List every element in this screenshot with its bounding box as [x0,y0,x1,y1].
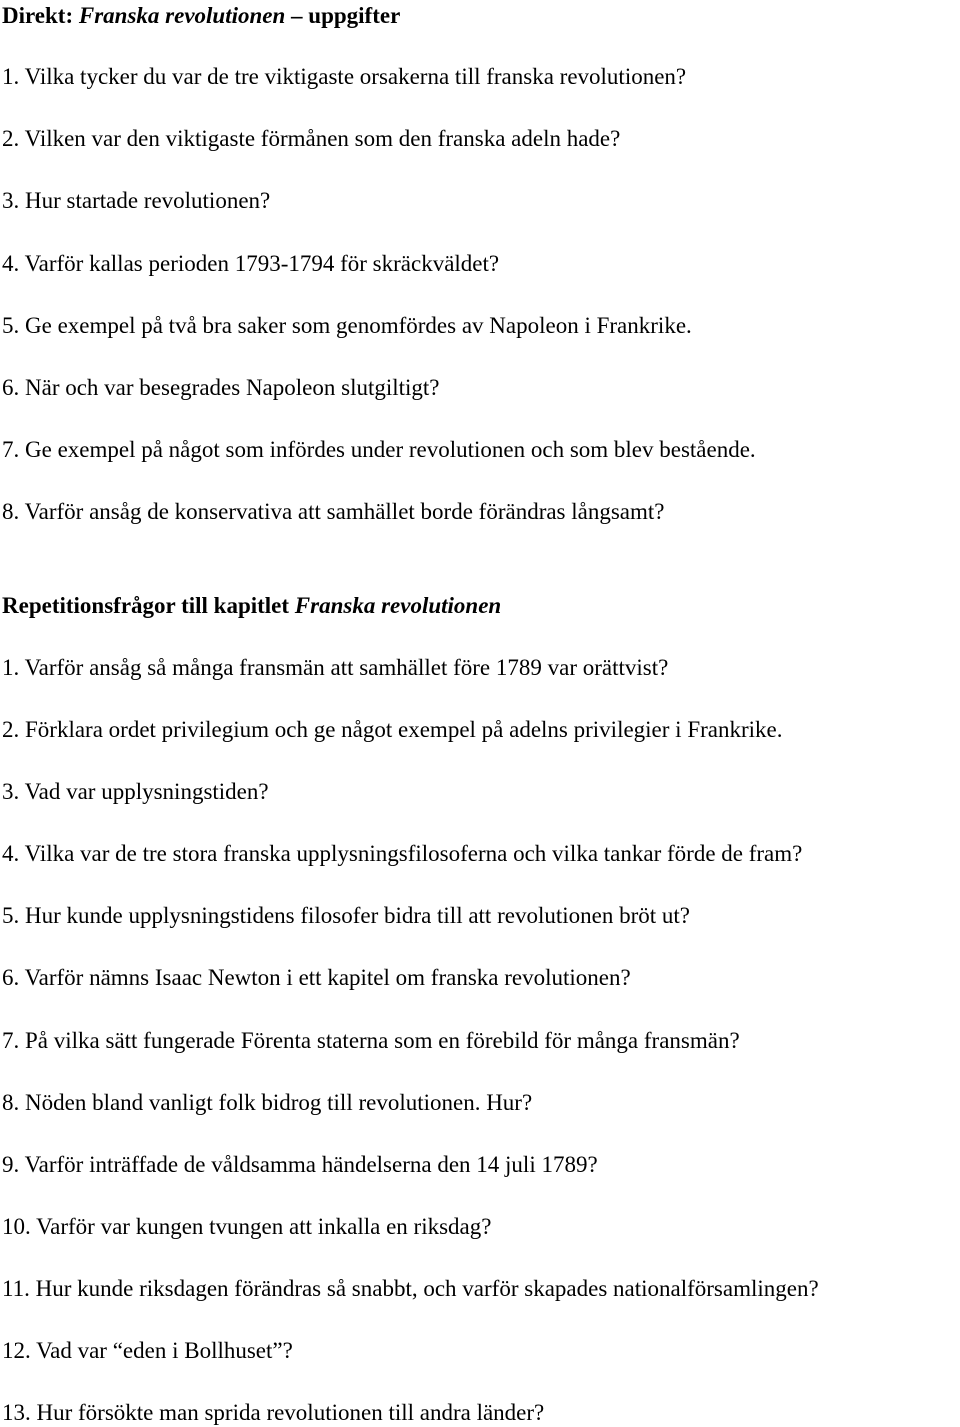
section2-question-5: 5. Hur kunde upplysningstidens filosofer bidra till att revolutionen bröt ut? [2,903,690,928]
section1-question-8: 8. Varför ansåg de konservativa att samhället borde förändras långsamt? [2,499,665,524]
section2-question-13: 13. Hur försökte man sprida revolutionen till andra länder? [2,1400,545,1425]
section2-title-prefix: Repetitionsfrågor till kapitlet [2,593,295,618]
section2-title-italic: Franska revolutionen [294,593,502,618]
section1-title-prefix: Direkt: [2,3,79,28]
section2-question-9: 9. Varför inträffade de våldsamma händelserna den 14 juli 1789? [2,1152,598,1177]
section2-question-3: 3. Vad var upplysningstiden? [2,779,269,804]
section2-question-4: 4. Vilka var de tre stora franska upplysningsfilosoferna och vilka tankar förde de fram? [2,841,803,866]
section2-question-11: 11. Hur kunde riksdagen förändras så snabbt, och varför skapades nationalförsamlingen? [2,1276,819,1301]
section2-question-2: 2. Förklara ordet privilegium och ge något exempel på adelns privilegier i Frankrike. [2,717,783,742]
section2-question-12: 12. Vad var “eden i Bollhuset”? [2,1338,293,1363]
section1-title-suffix: – uppgifter [285,3,401,28]
section2-question-1: 1. Varför ansåg så många fransmän att samhället före 1789 var orättvist? [2,655,669,680]
section1-question-4: 4. Varför kallas perioden 1793-1794 för skräckväldet? [2,251,500,276]
section1-question-5: 5. Ge exempel på två bra saker som genomfördes av Napoleon i Frankrike. [2,313,692,338]
section1-title-italic: Franska revolutionen [78,3,286,28]
section2-title [2,594,501,617]
section2-question-10: 10. Varför var kungen tvungen att inkalla en riksdag? [2,1214,492,1239]
section2-question-7: 7. På vilka sätt fungerade Förenta staterna som en förebild för många fransmän? [2,1028,740,1053]
section1-question-7: 7. Ge exempel på något som infördes under revolutionen och som blev bestående. [2,437,756,462]
section2-question-8: 8. Nöden bland vanligt folk bidrog till revolutionen. Hur? [2,1090,533,1115]
section1-title [2,4,400,27]
section1-question-6: 6. När och var besegrades Napoleon slutgiltigt? [2,375,440,400]
section1-question-1: 1. Vilka tycker du var de tre viktigaste orsakerna till franska revolutionen? [2,64,687,89]
section1-question-2: 2. Vilken var den viktigaste förmånen som den franska adeln hade? [2,126,621,151]
section2-question-6: 6. Varför nämns Isaac Newton i ett kapitel om franska revolutionen? [2,965,631,990]
section1-question-3: 3. Hur startade revolutionen? [2,188,271,213]
